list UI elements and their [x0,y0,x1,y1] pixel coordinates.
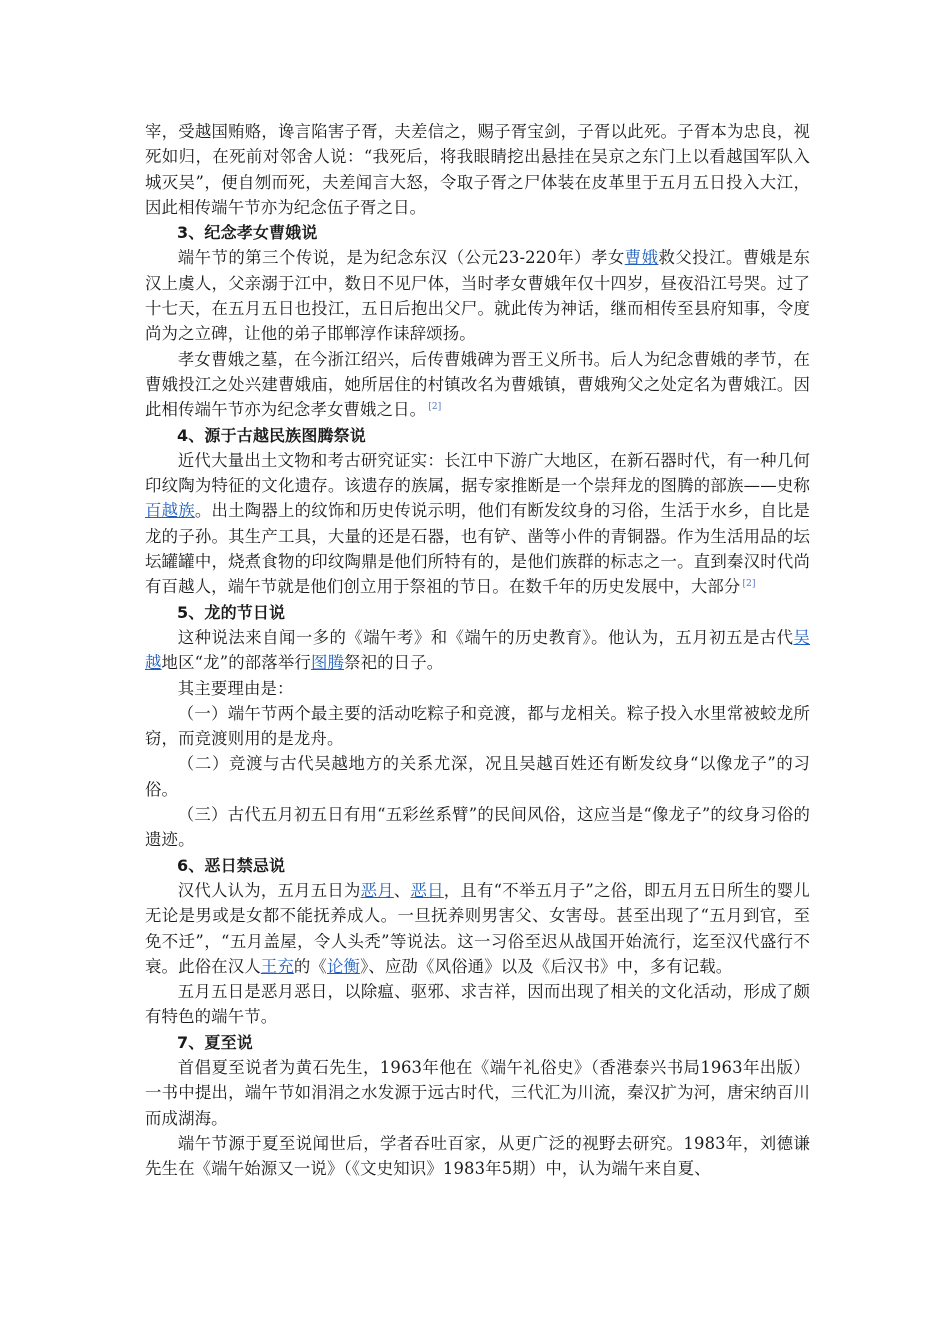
text: 宰，受越国贿赂，谗言陷害子胥，夫差信之，赐子胥宝剑，子胥以此死。子胥本为忠良，视死如归，在死前对邻舍人说：“我死后，将我眼睛挖出悬挂在吴京之东门上以看越国军队入城灭吴”，便自刎而死，夫差闻言大怒，令取子胥之尸体装在皮革里于五月五日投入大江，因此相传端午节亦为纪念伍子胥之日。 [145,122,810,217]
section-heading-cao-e: 3、纪念孝女曹娥说 [177,223,318,243]
text: 祭祀的日子。 [344,653,444,673]
text: 的《 [293,956,327,976]
text: 孝女曹娥之墓，在今浙江绍兴，后传曹娥碑为晋王义所书。后人为纪念曹娥的孝节，在曹娥投江之处兴建曹娥庙，她所居住的村镇改名为曹娥镇，曹娥殉父之处定名为曹娥江。因此相传端午节亦为纪念孝女曹娥之日。 [145,349,810,420]
paragraph-totem-1 [145,448,810,600]
section-heading-dragon: 5、龙的节日说 [177,602,286,622]
section-heading-summer-solstice: 7、夏至说 [177,1032,253,1052]
link-cao-e[interactable]: 曹娥 [624,248,659,268]
link-e-ri[interactable]: 恶日 [410,880,444,900]
document-page [145,119,810,1181]
text: ，且有“不举五月子”之俗，即五月五日所生的婴儿无论是男或是女都不能抚养成人。一旦抚养则男害父、女害母。甚至出现了“五月到官，至免不迁”，“五月盖屋，令人头秃”等说法。这一习俗至迟从战国开始流行，迄至汉代盛行不衰。此俗在汉人 [145,880,810,976]
link-e-yue[interactable]: 恶月 [360,880,394,900]
text: 端午节的第三个传说，是为纪念东汉（公元23-220年）孝女 [177,248,625,268]
link-wuyue[interactable]: 吴越 [145,627,810,673]
text: 近代大量出土文物和考古研究证实：长江中下游广大地区，在新石器时代，有一种几何印纹陶为特征的文化遗存。该遗存的族属，据专家推断是一个崇拜龙的图腾的部族——史称 [145,450,810,496]
paragraph-dragon-5: （三）古代五月初五日有用“五彩丝系臂”的民间风俗，这应当是“像龙子”的纹身习俗的遗迹。 [145,805,810,850]
paragraph-wu-zixu-tail [145,119,810,220]
link-lun-heng[interactable]: 论衡 [326,956,361,976]
text: 》、应劭《风俗通》以及《后汉书》中，多有记载。 [360,956,733,976]
link-totem[interactable]: 图腾 [310,653,345,673]
text: 、 [393,880,411,900]
paragraph-cao-e-1 [145,245,810,346]
section-heading-totem: 4、源于古越民族图腾祭说 [177,425,366,445]
link-baiyue[interactable]: 百越族 [145,501,195,521]
paragraph-cao-e-2 [145,347,810,423]
text: 。出土陶器上的纹饰和历史传说示明，他们有断发纹身的习俗，生活于水乡，自比是龙的子孙。其生产工具，大量的还是石器，也有铲、凿等小件的青铜器。作为生活用品的坛坛罐罐中，烧煮食物的印纹陶鼎是他们所特有的，是他们族群的标志之一。直到秦汉时代尚有百越人，端午节就是他们创立用于祭祖的节日。在数千年的历史发展中，大部分 [145,501,810,597]
paragraph-dragon-2: 其主要理由是： [177,678,294,698]
text: 这种说法来自闻一多的《端午考》和《端午的历史教育》。他认为，五月初五是古代 [177,627,794,647]
paragraph-evil-day-2: 五月五日是恶月恶日，以除瘟、驱邪、求吉祥，因而出现了相关的文化活动，形成了颇有特色的端午节。 [145,982,810,1027]
link-wang-chong[interactable]: 王充 [260,956,294,976]
text: 救父投江。曹娥是东汉上虞人，父亲溺于江中，数日不见尸体，当时孝女曹娥年仅十四岁，昼夜沿江号哭。过了十七天，在五月五日也投江，五日后抱出父尸。就此传为神话，继而相传至县府知事，令度尚为之立碑，让他的弟子邯郸淳作诔辞颂扬。 [145,248,810,344]
text: 地区“龙”的部落举行 [161,653,311,673]
paragraph-dragon-3: （一）端午节两个最主要的活动吃粽子和竞渡，都与龙相关。粽子投入水里常被蛟龙所窃，而竞渡则用的是龙舟。 [145,703,810,749]
text: 汉代人认为，五月五日为 [177,880,361,900]
paragraph-dragon-1 [145,625,810,676]
paragraph-solstice-1: 首倡夏至说者为黄石先生，1963年他在《端午礼俗史》（香港泰兴书局1963年出版）一书中提出，端午节如涓涓之水发源于远古时代，三代汇为川流，秦汉扩为河，唐宋纳百川而成湖海。 [145,1057,810,1128]
paragraph-solstice-2: 端午节源于夏至说闻世后，学者吞吐百家，从更广泛的视野去研究。1983年，刘德谦先生在《端午始源又一说》（《文史知识》1983年5期）中，认为端午来自夏、 [145,1133,810,1179]
section-heading-evil-day: 6、恶日禁忌说 [177,855,286,875]
paragraph-dragon-4: （二）竞渡与古代吴越地方的关系尤深，况且吴越百姓还有断发纹身“以像龙子”的习俗。 [145,754,810,799]
paragraph-evil-day-1 [145,878,810,979]
reference-link[interactable]: [2] [428,401,442,412]
reference-link[interactable]: [2] [742,578,756,589]
